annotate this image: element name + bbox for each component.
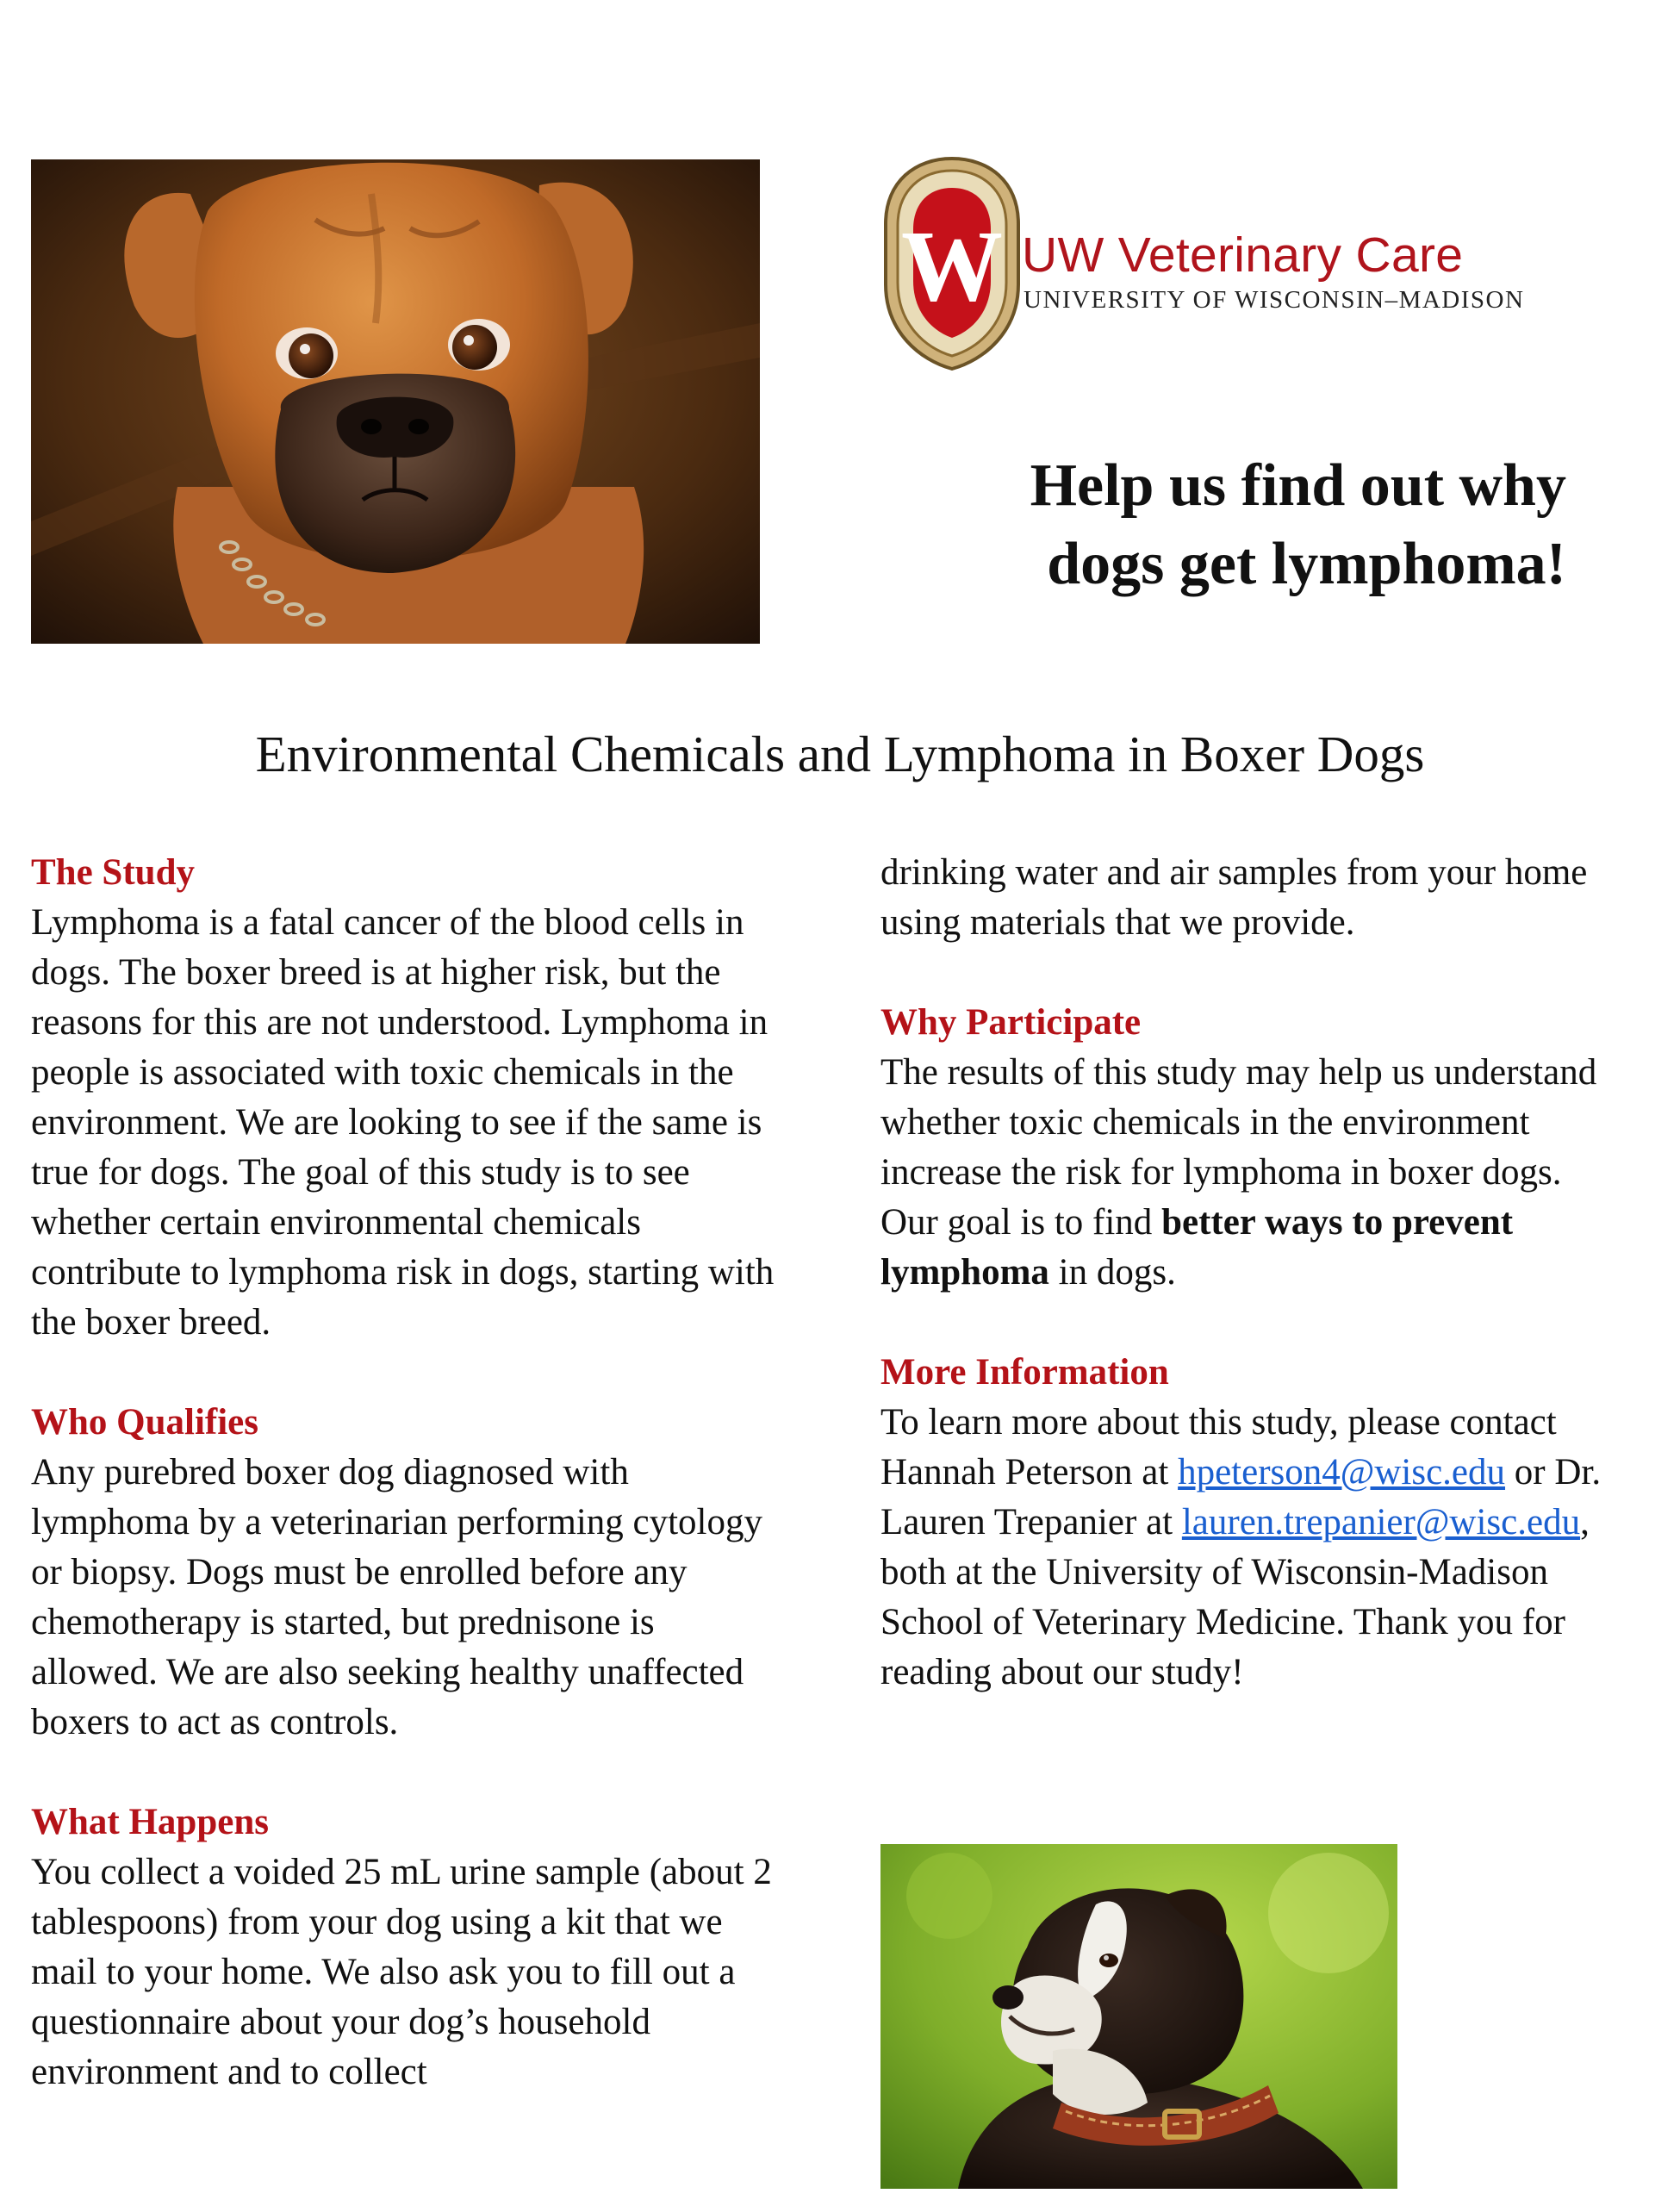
participate-text-before: The results of this study may help us understand whether toxic chemicals in the environment increase the risk for lymphoma in boxer dogs. Our goal is to find <box>880 1052 1597 1243</box>
section-text-continued: drinking water and air samples from your home using materials that we provide. <box>880 852 1588 943</box>
logo-name: UW Veterinary Care <box>1022 227 1464 283</box>
uw-veterinary-care-logo <box>880 155 1570 375</box>
boxer-profile-photo <box>880 1844 1397 2189</box>
section-text-study: Lymphoma is a fatal cancer of the blood cells in dogs. The boxer breed is at higher risk, but the reasons for this are not understood. Lymphoma in people is associated with toxic chemicals in the environment. We are looking to see if the same is true for dogs. The goal of this study is to see whether certain environmental chemicals contribute to lymphoma risk in dogs, starting with the boxer breed. <box>31 902 775 1343</box>
email-link-trepanier[interactable]: lauren.trepanier@wisc.edu <box>1181 1502 1581 1542</box>
page-subtitle: Environmental Chemicals and Lymphoma in Boxer Dogs <box>255 726 1425 782</box>
section-text-participate <box>880 1048 1613 1298</box>
participate-text-bold: better ways to prevent lymphoma <box>880 1202 1514 1293</box>
email-link-hpeterson[interactable]: hpeterson4@wisc.edu <box>1178 1452 1506 1492</box>
headline-line-2: dogs get lymphoma! <box>1047 531 1566 597</box>
section-text-qualifies: Any purebred boxer dog diagnosed with lymphoma by a veterinarian performing cytology or biopsy. Dogs must be enrolled before any chemotherapy is started, but prednisone is allowed. We are also seeking healthy unaffected boxers to act as controls. <box>31 1452 762 1742</box>
crest-icon <box>880 155 1024 371</box>
info-text-3: , both at the University of Wisconsin-Madison School of Veterinary Medicine. Thank you for reading about our study! <box>880 1502 1590 1692</box>
section-text-happens: You collect a voided 25 mL urine sample (about 2 tablespoons) from your dog using a kit that we mail to your home. We also ask you to fill out a questionnaire about your dog’s household environment and to collect <box>31 1852 772 2092</box>
info-text-2: or Dr. Lauren Trepanier at <box>880 1452 1602 1542</box>
headline-line-1: Help us find out why <box>1030 452 1566 519</box>
section-text-info <box>880 1398 1613 1698</box>
section-heading-happens: What Happens <box>31 1802 269 1842</box>
section-heading-participate: Why Participate <box>880 1002 1142 1043</box>
headline <box>791 446 1566 603</box>
left-column <box>31 848 789 2097</box>
logo-subtitle: UNIVERSITY OF WISCONSIN–MADISON <box>1024 286 1525 314</box>
info-text-1: To learn more about this study, please contact Hannah Peterson at <box>880 1402 1557 1492</box>
right-column <box>880 848 1613 1698</box>
section-heading-study: The Study <box>31 852 195 893</box>
participate-text-after: in dogs. <box>1048 1252 1176 1293</box>
boxer-face-photo <box>31 159 760 644</box>
section-heading-info: More Information <box>880 1352 1169 1393</box>
logo-letter: W <box>901 209 1003 322</box>
section-heading-qualifies: Who Qualifies <box>31 1402 259 1443</box>
